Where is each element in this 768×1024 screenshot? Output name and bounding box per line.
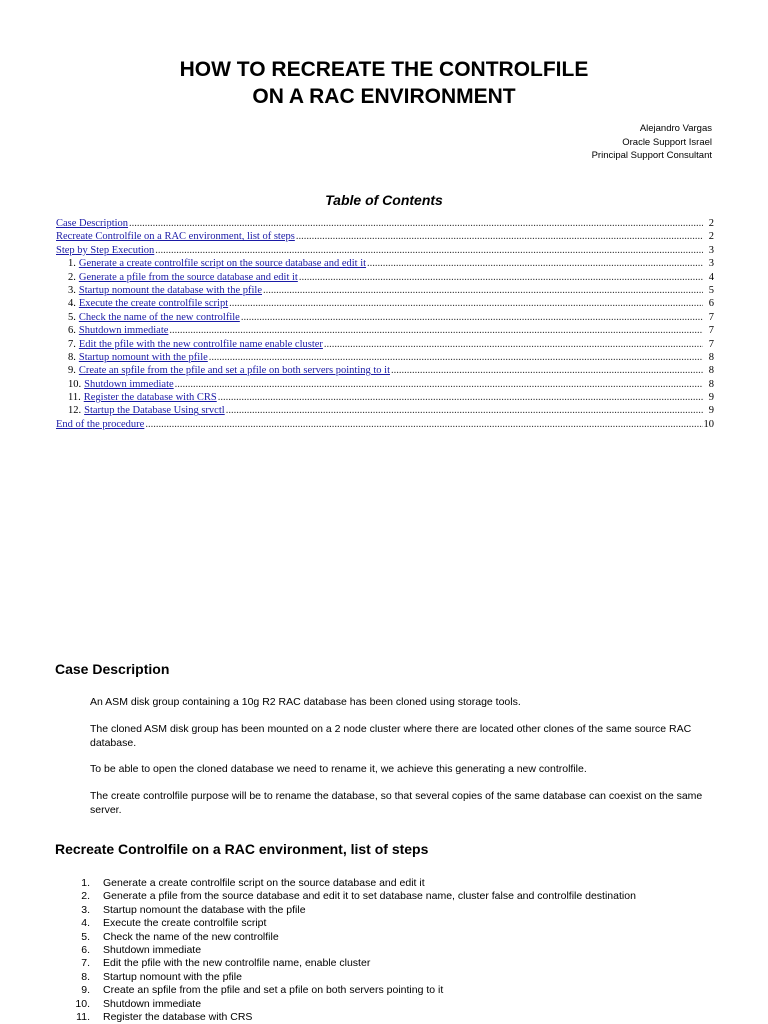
toc-entry-link[interactable]: Create an spfile from the pfile and set a pfile on both servers pointing to it [78,365,390,377]
case-paragraph-2: The cloned ASM disk group has been mounted on a 2 node cluster where there are located other clones of the same source RAC database. [90,723,692,749]
toc-entry-link[interactable]: Step by Step Execution [56,244,155,256]
toc-entry[interactable] [54,351,714,364]
toc-entry-number: 10. [68,378,82,390]
toc-dot-leader [299,271,703,284]
toc-dot-leader [175,378,703,391]
list-item-number: 9. [81,984,90,997]
list-item-text: Startup nomount the database with the pfile [103,903,306,916]
toc-page-number: 9 [708,405,714,417]
toc-dot-leader [241,311,703,324]
toc-entry[interactable] [54,244,714,257]
toc-dot-leader [155,244,703,257]
toc-dot-leader [367,257,703,270]
toc-entry-link[interactable]: Generate a pfile from the source database and edit it [78,271,298,283]
toc-entry-link[interactable]: Register the database with CRS [83,392,217,404]
toc-entry[interactable] [54,230,714,243]
list-item-number: 2. [81,890,90,903]
list-item [72,971,712,984]
toc-page-number: 4 [708,271,714,283]
toc-entry-link[interactable]: Check the name of the new controlfile [78,311,240,323]
list-item-text: Generate a pfile from the source database and edit it to set database name, cluster false and controlfile destination [103,890,636,903]
toc-entry-number: 9. [68,365,76,377]
toc-entry-link[interactable]: Startup the Database Using srvctl [84,405,225,417]
toc-entry[interactable] [54,338,714,351]
toc-heading: Table of Contents [325,192,443,208]
list-item-text: Execute the create controlfile script [103,917,267,930]
list-item-text: Edit the pfile with the new controlfile name, enable cluster [103,957,371,970]
toc-entry-number: 5. [68,311,76,323]
case-description-heading: Case Description [55,661,170,677]
toc-entry[interactable] [54,257,714,270]
case-paragraph-3: To be able to open the cloned database we need to rename it, we achieve this generating a new controlfile. [90,763,587,775]
toc-page-number: 9 [708,392,714,404]
toc-entry-number: 1. [68,258,76,270]
steps-list-heading: Recreate Controlfile on a RAC environment, list of steps [55,841,429,857]
toc-dot-leader [129,217,703,230]
list-item-number: 1. [81,877,90,889]
list-item [72,1011,712,1024]
toc-entry[interactable] [54,297,714,310]
toc-dot-leader [229,297,703,310]
toc-page-number: 8 [708,365,714,377]
toc-page-number: 3 [708,244,714,256]
toc-entry[interactable] [54,324,714,337]
case-paragraph-4: The create controlfile purpose will be to rename the database, so that several copies of the same database can coexist on the same server. [90,790,703,816]
list-item [72,917,712,930]
toc-page-number: 6 [708,298,714,310]
list-item-number: 11. [76,1010,90,1023]
toc-entry[interactable] [54,418,714,431]
toc-entry-link[interactable]: Generate a create controlfile script on the source database and edit it [78,258,367,270]
toc-page-number: 7 [708,338,714,350]
list-item [72,984,712,997]
table-of-contents [54,217,714,431]
author-role: Principal Support Consultant [591,150,712,161]
list-item-number: 4. [81,917,90,930]
toc-page-number: 7 [708,311,714,323]
list-item-number: 7. [81,957,90,970]
author-block [592,122,712,163]
toc-page-number: 2 [708,218,714,229]
toc-page-number: 8 [708,351,714,363]
toc-entry-number: 11. [68,392,81,404]
toc-entry-link[interactable]: End of the procedure [56,418,145,430]
list-item [72,944,712,957]
list-item-number: 5. [81,930,90,943]
toc-entry-number: 2. [68,271,76,283]
toc-entry[interactable] [54,364,714,377]
case-paragraph-1: An ASM disk group containing a 10g R2 RAC database has been cloned using storage tools. [90,696,521,708]
toc-entry-number: 3. [68,284,76,296]
list-item [72,904,712,917]
list-item-text: Register the database with CRS [103,1010,253,1023]
list-item-text: Startup nomount with the pfile [103,970,242,983]
toc-entry[interactable] [54,284,714,297]
toc-entry-link[interactable]: Startup nomount with the pfile [78,351,208,363]
toc-page-number: 7 [708,325,714,337]
toc-entry[interactable] [54,271,714,284]
list-item-text: Create an spfile from the pfile and set a pfile on both servers pointing to it [103,984,444,997]
toc-entry-link[interactable]: Edit the pfile with the new controlfile name enable cluster [78,338,323,350]
toc-entry-number: 6. [68,325,76,337]
list-item-text: Generate a create controlfile script on the source database and edit it [103,877,425,889]
toc-page-number: 2 [708,231,714,243]
toc-page-number: 5 [708,284,714,296]
toc-entry-link[interactable]: Startup nomount the database with the pfile [78,284,262,296]
toc-entry[interactable] [54,378,714,391]
list-item-number: 3. [81,903,90,916]
author-org: Oracle Support Israel [622,136,712,148]
document-title [0,56,768,110]
toc-entry-link[interactable]: Recreate Controlfile on a RAC environment, list of steps [56,231,295,243]
list-item-number: 8. [81,970,90,983]
toc-dot-leader [226,404,703,417]
list-item [72,931,712,944]
list-item [72,957,712,970]
toc-entry[interactable] [54,311,714,324]
toc-dot-leader [391,364,703,377]
list-item-text: Check the name of the new controlfile [103,930,279,943]
list-item [72,877,712,890]
title-line-1: HOW TO RECREATE THE CONTROLFILE [179,58,589,81]
list-item-text: Shutdown immediate [103,943,202,956]
toc-dot-leader [263,284,703,297]
toc-entry-link[interactable]: Case Description [56,218,129,229]
toc-dot-leader [209,351,703,364]
toc-entry-number: 7. [68,338,76,350]
toc-entry-number: 4. [68,298,76,310]
list-item-number: 6. [81,943,90,956]
list-item-text: Shutdown immediate [103,997,202,1010]
toc-dot-leader [169,324,703,337]
toc-dot-leader [218,391,703,404]
steps-list [72,877,712,1024]
toc-entry[interactable] [54,217,714,230]
toc-entry-link[interactable]: Shutdown immediate [78,325,169,337]
title-line-2: ON A RAC ENVIRONMENT [252,85,516,108]
toc-dot-leader [145,418,702,431]
list-item [72,890,712,903]
toc-entry-number: 12. [68,405,82,417]
toc-page-number: 10 [703,418,714,430]
toc-page-number: 3 [708,258,714,270]
toc-entry-number: 8. [68,351,76,363]
list-item [72,998,712,1011]
toc-entry[interactable] [54,404,714,417]
toc-page-number: 8 [708,378,714,390]
toc-dot-leader [296,230,703,243]
toc-entry[interactable] [54,391,714,404]
list-item-number: 10. [75,997,90,1010]
author-name: Alejandro Vargas [639,123,712,134]
toc-entry-link[interactable]: Shutdown immediate [84,378,174,390]
toc-entry-link[interactable]: Execute the create controlfile script [78,298,229,310]
toc-dot-leader [324,338,703,351]
